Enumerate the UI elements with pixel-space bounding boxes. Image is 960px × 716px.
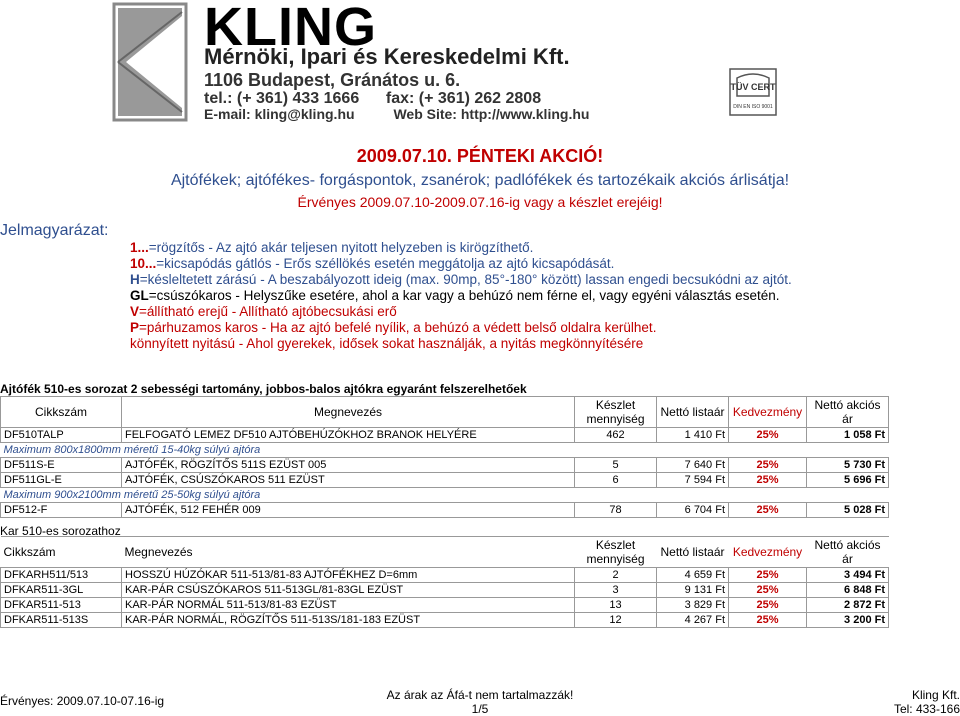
col-header-stock: Készlet mennyiség xyxy=(575,397,657,428)
col-header-name: Megnevezés xyxy=(122,537,575,568)
table-row xyxy=(1,473,889,488)
legend-heading: Jelmagyarázat: xyxy=(0,222,109,239)
cell-list: 6 704 Ft xyxy=(657,503,729,518)
table-row xyxy=(1,458,889,473)
cell-list: 9 131 Ft xyxy=(657,583,729,598)
cell-net: 5 028 Ft xyxy=(807,503,889,518)
brand-name: KLING xyxy=(204,0,377,57)
cell-net: 5 696 Ft xyxy=(807,473,889,488)
cell-stock: 13 xyxy=(575,598,657,613)
company-name: Mérnöki, Ipari és Kereskedelmi Kft. xyxy=(204,44,570,69)
cell-stock: 3 xyxy=(575,583,657,598)
validity-note: Érvényes 2009.07.10-2009.07.16-ig vagy a készlet erejéig! xyxy=(297,194,663,210)
cell-discount: 25% xyxy=(729,613,807,628)
cell-stock: 462 xyxy=(575,428,657,443)
col-header-net: Nettó akciós ár xyxy=(807,537,889,568)
cell-discount: 25% xyxy=(729,568,807,583)
tuv-cert-icon xyxy=(729,68,777,116)
cell-net: 3 494 Ft xyxy=(807,568,889,583)
cell-name: KAR-PÁR NORMÁL, RÖGZÍTŐS 511-513S/181-183 EZÜST xyxy=(122,613,575,628)
footer-vat-note: Az árak az Áfá-t nem tartalmazzák! xyxy=(386,688,574,702)
page-subtitle: Ajtófékek; ajtófékes- forgáspontok, zsanérok; padlófékek és tartozékaik akciós árlisátja! xyxy=(170,172,790,189)
cell-net: 3 200 Ft xyxy=(807,613,889,628)
tuv-cert-text: TÜV CERT xyxy=(730,82,776,92)
cell-name: KAR-PÁR NORMÁL 511-513/81-83 EZÜST xyxy=(122,598,575,613)
cell-stock: 2 xyxy=(575,568,657,583)
col-header-discount: Kedvezmény xyxy=(729,537,807,568)
price-table-arms xyxy=(0,536,889,628)
cell-net: 6 848 Ft xyxy=(807,583,889,598)
cell-name: AJTÓFÉK, CSÚSZÓKAROS 511 EZÜST xyxy=(122,473,575,488)
cell-stock: 78 xyxy=(575,503,657,518)
cell-code: DFKARH511/513 xyxy=(1,568,122,583)
table-row xyxy=(1,568,889,583)
legend-line: 1...=rögzítős - Az ajtó akár teljesen nyitott helyzeben is kirögzíthető. xyxy=(130,240,534,255)
legend-line: V=állítható erejű - Allítható ajtóbecsukási erő xyxy=(130,304,397,319)
legend-line: könnyített nyitású - Ahol gyerekek, idősek sokat használják, a nyitás megkönnyítésére xyxy=(130,336,644,351)
tuv-cert-sub: DIN EN ISO 9001 xyxy=(733,104,773,110)
footer-phone: Tel: 433-166 xyxy=(893,702,960,716)
col-header-discount: Kedvezmény xyxy=(729,397,807,428)
cell-code: DFKAR511-513S xyxy=(1,613,122,628)
price-table-doors xyxy=(0,396,889,518)
col-header-stock: Készlet mennyiség xyxy=(575,537,657,568)
table-row xyxy=(1,598,889,613)
cell-net: 2 872 Ft xyxy=(807,598,889,613)
cell-list: 7 594 Ft xyxy=(657,473,729,488)
legend-line: H=késleltetett zárású - A beszabályozott ideig (max. 90mp, 85°-180° között) lassan engedi becsukódni az ajtót. xyxy=(130,272,792,287)
footer-company: Kling Kft. xyxy=(911,688,960,702)
col-header-code: Cikkszám xyxy=(1,537,122,568)
col-header-name: Megnevezés xyxy=(122,397,575,428)
footer-page-number: 1/5 xyxy=(471,702,489,716)
col-header-net: Nettó akciós ár xyxy=(807,397,889,428)
cell-stock: 5 xyxy=(575,458,657,473)
cell-code: DFKAR511-513 xyxy=(1,598,122,613)
table-row xyxy=(1,613,889,628)
cell-name: HOSSZÚ HÚZÓKAR 511-513/81-83 AJTÓFÉKHEZ D=6mm xyxy=(122,568,575,583)
section-1-heading: Ajtófék 510-es sorozat 2 sebességi tartomány, jobbos-balos ajtókra egyaránt felszerelhetőek xyxy=(0,382,527,396)
cell-name: AJTÓFÉK, RÖGZÍTŐS 511S EZÜST 005 xyxy=(122,458,575,473)
cell-discount: 25% xyxy=(729,428,807,443)
cell-discount: 25% xyxy=(729,598,807,613)
cell-code: DF511S-E xyxy=(1,458,122,473)
cell-stock: 12 xyxy=(575,613,657,628)
company-phone: tel.: (+ 361) 433 1666 fax: (+ 361) 262 2808 xyxy=(204,90,542,107)
table-note-row xyxy=(1,488,889,503)
company-address: 1106 Budapest, Gránátos u. 6. xyxy=(204,70,461,90)
col-header-list: Nettó listaár xyxy=(657,397,729,428)
cell-discount: 25% xyxy=(729,503,807,518)
table-row xyxy=(1,583,889,598)
col-header-list: Nettó listaár xyxy=(657,537,729,568)
cell-stock: 6 xyxy=(575,473,657,488)
cell-name: FELFOGATÓ LEMEZ DF510 AJTÓBEHÚZÓKHOZ BRANOK HELYÉRE xyxy=(122,428,575,443)
table-note-row xyxy=(1,443,889,458)
legend-line: GL=csúszókaros - Helyszűke esetére, ahol a kar vagy a behúzó nem férne el, vagy egyéni választás esetén. xyxy=(130,288,780,303)
kling-logo-icon xyxy=(112,2,188,122)
cell-list: 4 267 Ft xyxy=(657,613,729,628)
section-2-heading: Kar 510-es sorozathoz xyxy=(0,524,121,538)
legend-line: 10...=kicsapódás gátlós - Erős széllökés esetén meggátolja az ajtó kicsapódását. xyxy=(130,256,615,271)
cell-list: 4 659 Ft xyxy=(657,568,729,583)
cell-net: 1 058 Ft xyxy=(807,428,889,443)
page-title: 2009.07.10. PÉNTEKI AKCIÓ! xyxy=(356,146,604,166)
cell-list: 7 640 Ft xyxy=(657,458,729,473)
cell-name: AJTÓFÉK, 512 FEHÉR 009 xyxy=(122,503,575,518)
cell-code: DF510TALP xyxy=(1,428,122,443)
col-header-code: Cikkszám xyxy=(1,397,122,428)
table-row xyxy=(1,428,889,443)
cell-code: DFKAR511-3GL xyxy=(1,583,122,598)
cell-note: Maximum 900x2100mm méretű 25-50kg súlyú ajtóra xyxy=(3,489,261,501)
footer-validity: Érvényes: 2009.07.10-07.16-ig xyxy=(0,694,165,708)
cell-discount: 25% xyxy=(729,473,807,488)
cell-name: KAR-PÁR CSÚSZÓKAROS 511-513GL/81-83GL EZÜST xyxy=(122,583,575,598)
cell-code: DF511GL-E xyxy=(1,473,122,488)
cell-list: 3 829 Ft xyxy=(657,598,729,613)
cell-list: 1 410 Ft xyxy=(657,428,729,443)
cell-discount: 25% xyxy=(729,583,807,598)
cell-discount: 25% xyxy=(729,458,807,473)
legend-line: P=párhuzamos karos - Ha az ajtó befelé nyílik, a behúzó a védett belső oldalra kerülhet. xyxy=(130,320,657,335)
cell-code: DF512-F xyxy=(1,503,122,518)
table-row xyxy=(1,503,889,518)
cell-net: 5 730 Ft xyxy=(807,458,889,473)
cell-note: Maximum 800x1800mm méretű 15-40kg súlyú ajtóra xyxy=(3,444,261,456)
company-email: E-mail: kling@kling.hu Web Site: http://www.kling.hu xyxy=(204,106,590,122)
